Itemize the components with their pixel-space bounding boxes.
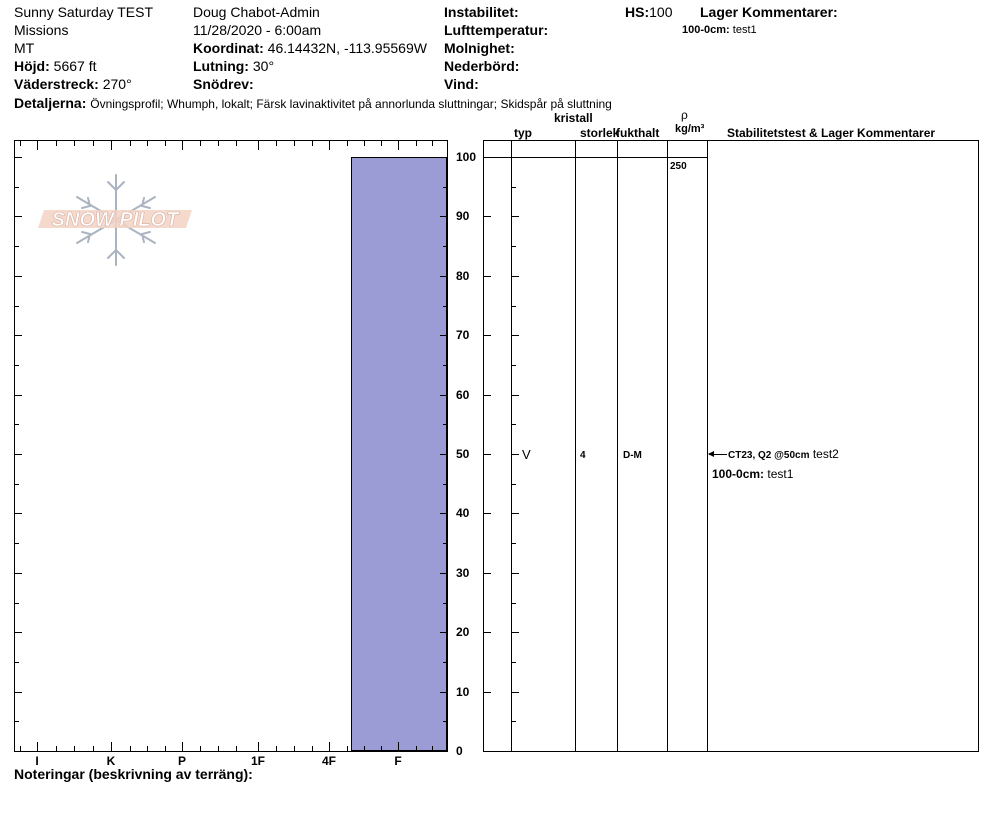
x-minor-tick [236,141,237,146]
y-tick-label: 10 [456,684,470,699]
x-minor-tick [312,141,313,146]
y-minor-tick [15,662,19,663]
x-tick-label: P [177,754,186,768]
aspect-value: 270° [102,76,132,92]
y-minor-tick [15,306,19,307]
x-tick-top [258,141,259,150]
y-tick-table [484,632,491,633]
stability-test-row [728,447,839,462]
stability-test-comment: test2 [812,447,839,461]
x-minor-tick [20,141,21,146]
x-tick-bottom [329,742,330,751]
x-minor-tick [294,141,295,146]
x-minor-tick [93,141,94,146]
x-tick-bottom [258,742,259,751]
density-value: 250 [670,161,687,172]
x-minor-tick [165,746,166,751]
y-tick-left [440,335,447,336]
y-tick-left [440,751,447,752]
x-minor-tick [93,746,94,751]
x-minor-tick [74,746,75,751]
aspect-row [14,76,132,92]
wind-label: Vind: [444,76,479,92]
y-minor-tick [443,306,447,307]
aspect-label: Väderstreck: [14,76,99,92]
elevation-row [14,58,96,74]
x-tick-label: 1F [250,754,265,768]
x-minor-tick [276,746,277,751]
y-minor-tick [15,484,19,485]
y-minor-tick [443,662,447,663]
x-minor-tick [147,141,148,146]
layer-table-frame [483,140,979,752]
x-minor-tick [56,746,57,751]
y-tick-table-inner [512,276,519,277]
y-minor-tick [443,603,447,604]
x-minor-tick [130,746,131,751]
y-minor-tick [443,365,447,366]
hs-row [625,4,672,20]
observation-datetime: 11/28/2020 - 6:00am [193,22,322,38]
y-tick-table [484,573,491,574]
hs-value: 100 [649,4,673,20]
x-minor-tick [347,141,348,146]
y-tick-table [484,395,491,396]
elevation-value: 5667 ft [53,58,97,74]
column-divider-density [667,140,668,752]
x-minor-tick [56,141,57,146]
moisture-value: D-M [623,450,642,461]
x-tick-label: I [35,754,39,768]
grain-size-value: 4 [580,450,586,461]
y-tick-leftedge [15,335,22,336]
y-tick-label: 0 [456,744,463,758]
y-tick-label: 90 [456,209,470,224]
layer-comment-entry-depth: 100-0cm: [712,467,765,481]
y-tick-left [440,692,447,693]
x-minor-tick [236,746,237,751]
x-minor-tick [381,746,382,751]
y-tick-table [484,335,491,336]
y-minor-tick [443,246,447,247]
layer-comment-entry-text: test1 [767,467,794,481]
x-minor-tick [364,746,365,751]
y-tick-table-inner [512,216,519,217]
y-minor-tick [512,484,516,485]
y-tick-label: 20 [456,625,470,640]
col-header-crystal: kristall [554,111,593,125]
y-tick-left [440,632,447,633]
col-header-moisture: fukthalt [616,126,660,140]
y-tick-table [484,751,491,752]
x-tick-bottom [398,742,399,751]
y-minor-tick [15,187,19,188]
y-minor-tick [512,721,516,722]
y-minor-tick [15,424,19,425]
coordinate-label: Koordinat: [193,40,264,56]
y-minor-tick [15,246,19,247]
x-minor-tick [294,746,295,751]
y-tick-table [484,157,491,158]
y-tick-table [484,216,491,217]
column-divider-size [575,140,576,752]
y-tick-table-inner [512,454,519,455]
column-divider-moisture [617,140,618,752]
y-minor-tick [512,424,516,425]
y-minor-tick [512,187,516,188]
y-tick-table-inner [512,157,519,158]
y-tick-left [440,513,447,514]
x-tick-top [398,141,399,150]
sky-label: Molnighet: [444,40,515,56]
x-tick-bottom [37,742,38,751]
y-minor-tick [512,306,516,307]
x-minor-tick [218,746,219,751]
x-minor-tick [130,141,131,146]
y-tick-leftedge [15,632,22,633]
terrain-notes-label: Noteringar (beskrivning av terräng): [14,766,253,782]
y-minor-tick [443,484,447,485]
y-tick-left [440,157,447,158]
y-tick-table-inner [512,573,519,574]
test-arrow-head [708,451,714,457]
y-tick-table [484,454,491,455]
precipitation-label: Nederbörd: [444,58,520,74]
y-tick-left [440,454,447,455]
y-minor-tick [512,365,516,366]
x-tick-top [37,141,38,150]
snowpilot-logo-text: SNOW PILOT [51,209,179,231]
col-header-type: typ [514,126,532,140]
y-tick-label: 100 [456,150,477,164]
y-tick-table [484,692,491,693]
layer-comment-row [682,24,757,37]
layer-comments-label: Lager Kommentarer: [700,4,838,20]
range-name: Missions [14,22,69,38]
y-minor-tick [512,543,516,544]
y-minor-tick [443,543,447,544]
details-row [14,95,612,111]
x-minor-tick [74,141,75,146]
snowpilot-logo [36,170,196,270]
y-tick-left [440,573,447,574]
y-tick-table-inner [512,692,519,693]
hs-label: HS: [625,4,650,20]
y-minor-tick [512,246,516,247]
y-tick-leftedge [15,216,22,217]
y-minor-tick [443,424,447,425]
y-tick-table-inner [512,632,519,633]
y-tick-table-inner [512,335,519,336]
x-minor-tick [312,746,313,751]
y-tick-table [484,513,491,514]
slope-value: 30° [252,58,275,74]
state-name: MT [14,40,35,56]
y-tick-left [440,216,447,217]
y-minor-tick [443,187,447,188]
snow-layer-bar [351,157,447,751]
y-minor-tick [15,721,19,722]
y-tick-left [440,395,447,396]
x-minor-tick [218,141,219,146]
y-tick-label: 80 [456,268,470,283]
x-minor-tick [416,746,417,751]
layer-comment-depth: 100-0cm: [682,24,730,36]
x-minor-tick [381,141,382,146]
x-minor-tick [20,746,21,751]
x-tick-label: 4F [321,754,336,768]
y-tick-label: 50 [456,447,470,461]
details-label: Detaljerna: [14,95,87,111]
elevation-label: Höjd: [14,58,50,74]
y-tick-leftedge [15,276,22,277]
col-header-size: storlek [580,126,620,140]
y-tick-label: 30 [456,565,470,580]
x-minor-tick [416,141,417,146]
x-minor-tick [432,746,433,751]
x-tick-bottom [111,742,112,751]
snowdrift-label: Snödrev: [193,76,254,92]
y-minor-tick [512,662,516,663]
x-tick-top [182,141,183,150]
y-tick-leftedge [15,513,22,514]
x-tick-bottom [182,742,183,751]
x-minor-tick [200,141,201,146]
y-tick-label: 60 [456,387,470,402]
y-tick-label: 40 [456,506,470,521]
layer-comment-text: test1 [732,24,757,36]
coordinate-value: 46.14432N, -113.95569W [267,40,427,56]
col-header-rho: ρ [681,108,688,122]
x-minor-tick [432,141,433,146]
y-tick-table-inner [512,395,519,396]
x-minor-tick [276,141,277,146]
slope-row [193,58,274,74]
coordinate-row [193,40,427,56]
x-tick-label: K [106,754,116,768]
air-temperature-label: Lufttemperatur: [444,22,549,38]
y-tick-leftedge [15,692,22,693]
y-minor-tick [15,365,19,366]
y-tick-leftedge [15,454,22,455]
column-divider-type [511,140,512,752]
x-minor-tick [200,746,201,751]
y-tick-table [484,276,491,277]
y-tick-leftedge [15,157,22,158]
instability-label: Instabilitet: [444,4,519,20]
y-minor-tick [512,603,516,604]
x-tick-top [111,141,112,150]
x-minor-tick [147,746,148,751]
y-tick-left [440,276,447,277]
x-tick-label: F [394,754,402,768]
observer-name: Doug Chabot-Admin [193,4,320,20]
y-minor-tick [443,721,447,722]
y-minor-tick [15,543,19,544]
y-tick-label: 70 [456,328,470,343]
x-minor-tick [165,141,166,146]
y-minor-tick [15,603,19,604]
col-header-density-unit: kg/m³ [675,123,705,135]
stability-test-result: CT23, Q2 @50cm [728,450,810,461]
x-tick-top [329,141,330,150]
y-tick-leftedge [15,573,22,574]
column-divider-stability [707,140,708,752]
x-minor-tick [347,746,348,751]
x-minor-tick [364,141,365,146]
y-tick-leftedge [15,751,22,752]
grain-type-symbol: V [522,447,531,462]
col-header-stability: Stabilitetstest & Lager Kommentarer [727,126,936,140]
y-tick-table-inner [512,513,519,514]
profile-name: Sunny Saturday TEST [14,4,154,20]
slope-label: Lutning: [193,58,249,74]
y-tick-table-inner [512,751,519,752]
y-tick-leftedge [15,395,22,396]
details-text: Övningsprofil; Whumph, lokalt; Färsk lavinaktivitet på annorlunda sluttningar; Skidspår på sluttning [90,97,612,111]
layer-comment-entry [712,467,793,481]
